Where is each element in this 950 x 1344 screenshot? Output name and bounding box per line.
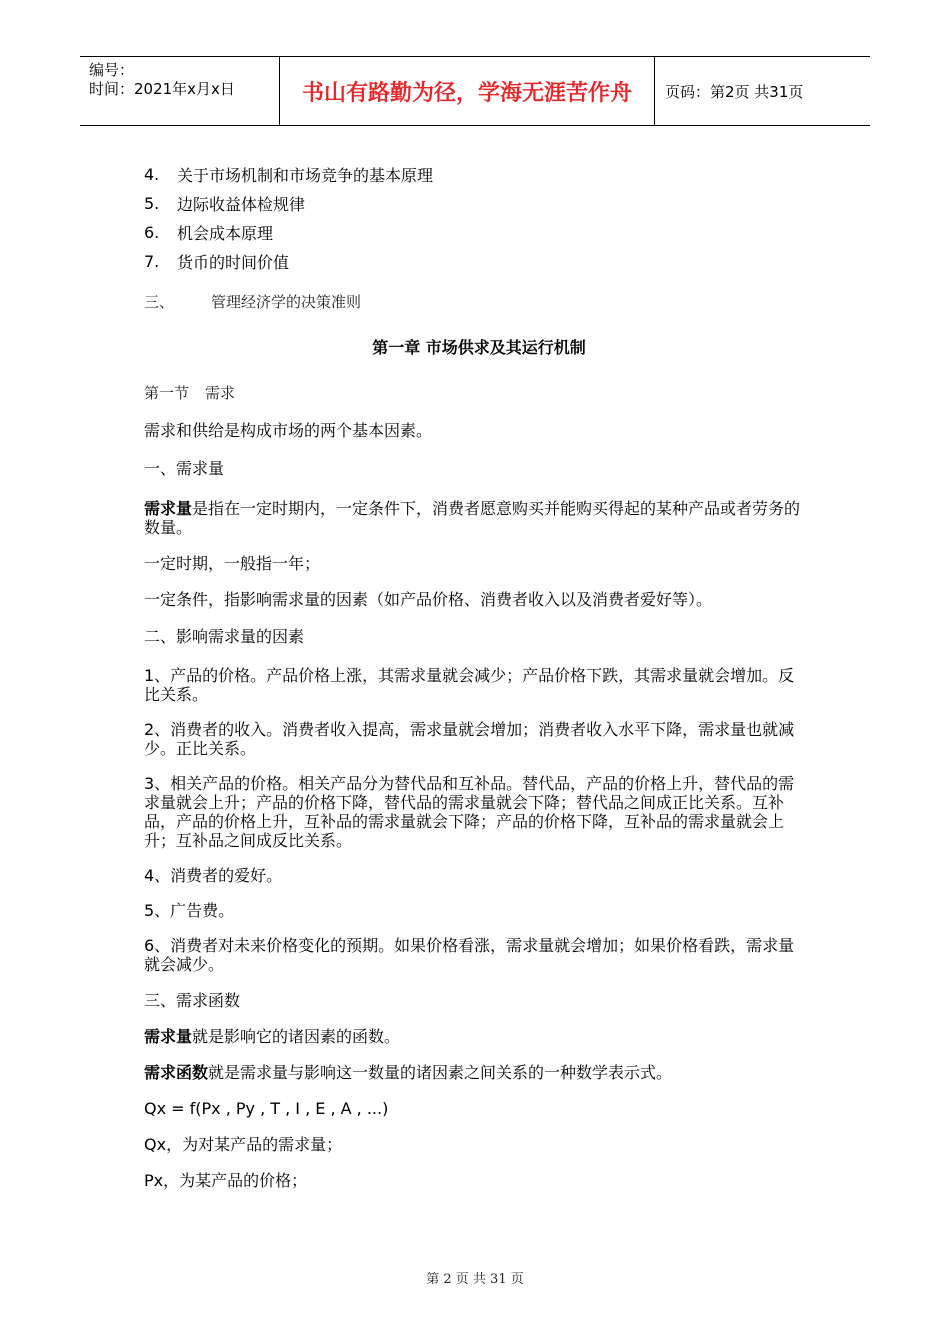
paragraph <box>144 1027 804 1046</box>
bold-term: 需求量 <box>144 499 193 518</box>
list-item-text: 关于市场机制和市场竞争的基本原理 <box>177 166 434 185</box>
paragraph: 需求和供给是构成市场的两个基本因素。 <box>144 421 433 440</box>
paragraph: 一定时期，一般指一年； <box>144 554 321 573</box>
section-number: 三、 <box>144 292 175 311</box>
header-page-info: 页码：第2页 共31页 <box>665 82 804 101</box>
paragraph: 4、消费者的爱好。 <box>144 866 283 885</box>
subsection-heading <box>144 382 804 404</box>
list-item-number: 5. <box>144 194 160 213</box>
paragraph: 1、产品的价格。产品价格上涨，其需求量就会减少；产品价格下跌，其需求量就会增加。反比关系。 <box>144 666 795 704</box>
paragraph <box>144 499 804 537</box>
chapter-title: 第一章 市场供求及其运行机制 <box>372 338 586 357</box>
header-meta <box>80 57 280 125</box>
page-header <box>80 56 870 126</box>
list-item <box>144 247 804 276</box>
list-item-text: 边际收益体检规律 <box>177 195 306 214</box>
heading-demand-function: 三、需求函数 <box>144 991 241 1010</box>
document-body <box>144 160 804 1190</box>
paragraph: Px，为某产品的价格； <box>144 1171 308 1190</box>
list-item-text: 货币的时间价值 <box>177 253 290 272</box>
list-item-number: 7. <box>144 252 160 271</box>
paragraph: Qx，为对某产品的需求量； <box>144 1135 343 1154</box>
paragraph <box>144 1063 804 1082</box>
paragraph-text: 是指在一定时期内，一定条件下，消费者愿意购买并能购买得起的某种产品或者劳务的数量。 <box>144 499 801 537</box>
subsection-text: 需求 <box>205 384 236 402</box>
paragraph-text: 就是影响它的诸因素的函数。 <box>192 1027 401 1046</box>
list-item <box>144 218 804 247</box>
section-text: 管理经济学的决策准则 <box>211 292 362 311</box>
paragraph: 6、消费者对未来价格变化的预期。如果价格看涨，需求量就会增加；如果价格看跌，需求量就会减少。 <box>144 936 795 974</box>
subsection-number: 第一节 <box>144 384 190 402</box>
paragraph-text: 就是需求量与影响这一数量的诸因素之间关系的一种数学表示式。 <box>208 1063 673 1082</box>
list-item <box>144 189 804 218</box>
paragraph: 一定条件，指影响需求量的因素（如产品价格、消费者收入以及消费者爱好等）。 <box>144 590 713 609</box>
section-heading <box>144 288 804 314</box>
list-item <box>144 160 804 189</box>
bold-term: 需求函数 <box>144 1063 209 1082</box>
time-line: 时间：2021年x月x日 <box>89 80 235 98</box>
paragraph: 3、相关产品的价格。相关产品分为替代品和互补品。替代品，产品的价格上升，替代品的需求量就会上升；产品的价格下降，替代品的需求量就会下降；替代品之间成正比关系。互补品，产品的价格上升，互补品的需求量就会下降；产品的价格下降，互补品的需求量就会上升；互补品之间成反比关系。 <box>144 774 795 850</box>
paragraph: 5、广告费。 <box>144 901 235 920</box>
heading-demand-quantity: 一、需求量 <box>144 459 225 478</box>
heading-factors: 二、影响需求量的因素 <box>144 627 305 646</box>
paragraph: 2、消费者的收入。消费者收入提高，需求量就会增加；消费者收入水平下降，需求量也就减少。正比关系。 <box>144 720 795 758</box>
list-item-text: 机会成本原理 <box>177 224 274 243</box>
list-item-number: 6. <box>144 223 160 242</box>
list-item-number: 4. <box>144 165 160 184</box>
bold-term: 需求量 <box>144 1027 193 1046</box>
page-footer: 第 2 页 共 31 页 <box>426 1272 524 1287</box>
formula: Qx = f(Px , Py , T , I , E , A , ...) <box>144 1099 389 1118</box>
header-motto: 书山有路勤为径，学海无涯苦作舟 <box>280 57 655 125</box>
number-label: 编号： <box>89 61 135 79</box>
